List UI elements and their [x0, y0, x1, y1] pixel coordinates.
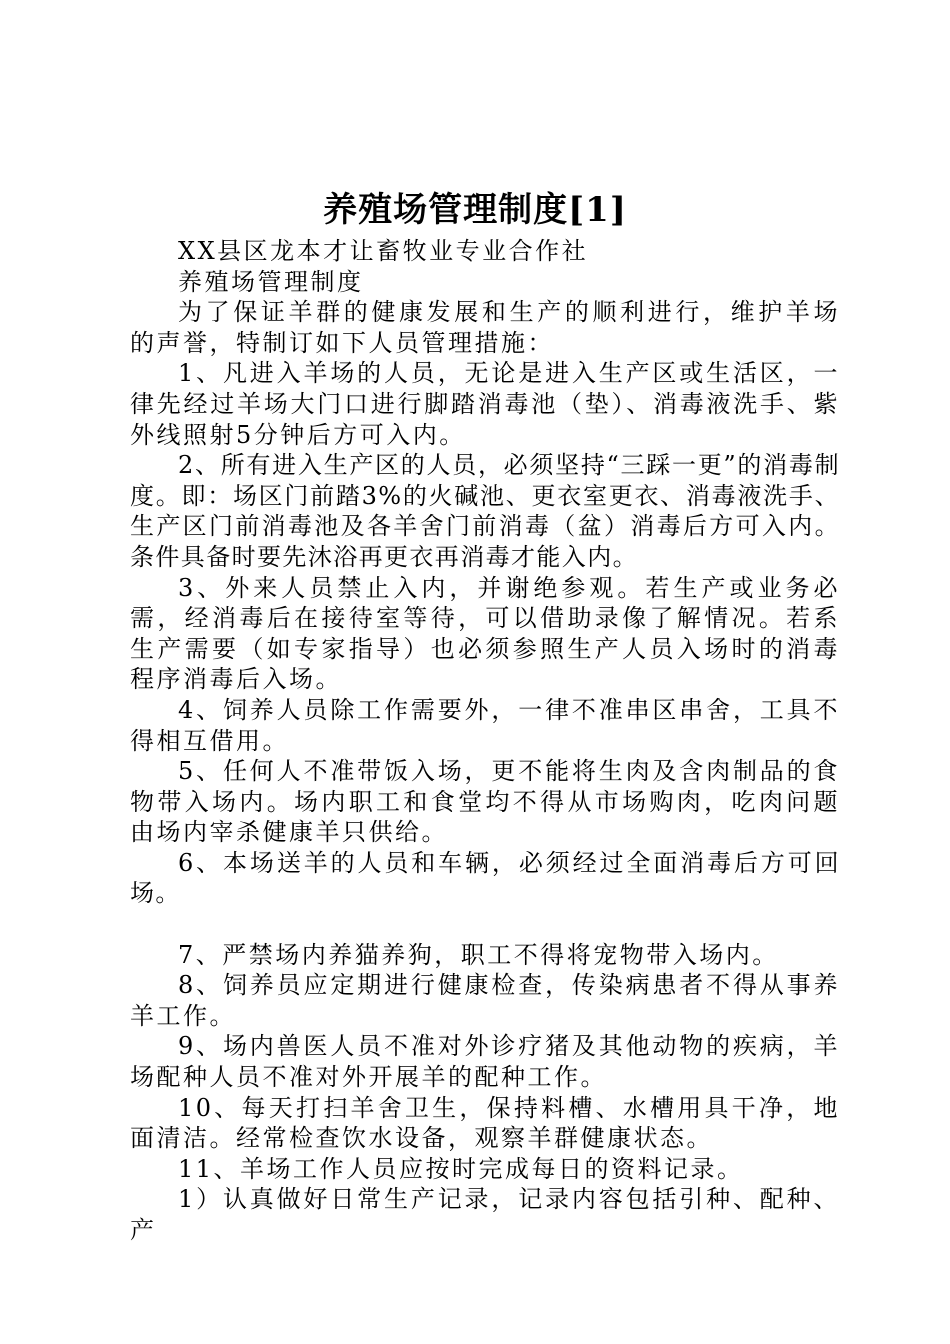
sub-rule-paragraph: 1）认真做好日常生产记录，记录内容包括引种、配种、产 [130, 1185, 840, 1244]
document-body [130, 236, 840, 1246]
rule-paragraph: 6、本场送羊的人员和车辆，必须经过全面消毒后方可回场。 [130, 848, 840, 908]
document-title: 养殖场管理制度[1] [323, 190, 627, 230]
document-subtitle: 养殖场管理制度 [178, 267, 364, 296]
intro-paragraph: 为了保证羊群的健康发展和生产的顺利进行，维护羊场的声誉，特制订如下人员管理措施： [130, 298, 840, 357]
rule-paragraph: 4、饲养人员除工作需要外，一律不准串区串舍，工具不得相互借用。 [130, 695, 840, 755]
blank-line [130, 909, 840, 940]
rule-paragraph: 2、所有进入生产区的人员，必须坚持“三踩一更”的消毒制度。即：场区门前踏3%的火碱池、更衣室更衣、消毒液洗手、生产区门前消毒池及各羊舍门前消毒（盆）消毒后方可入内。条件具备时要先沐浴再更衣再消毒才能入内。 [130, 451, 840, 571]
rule-paragraph: 7、严禁场内养猫养狗，职工不得将宠物带入场内。 [178, 940, 779, 969]
rule-paragraph: 10、每天打扫羊舍卫生，保持料槽、水槽用具干净，地面清洁。经常检查饮水设备，观察羊群健康状态。 [130, 1093, 840, 1153]
rule-paragraph: 11、羊场工作人员应按时完成每日的资料记录。 [178, 1154, 744, 1183]
rule-paragraph: 8、饲养员应定期进行健康检查，传染病患者不得从事养羊工作。 [130, 971, 840, 1030]
rule-paragraph: 9、场内兽医人员不准对外诊疗猪及其他动物的疾病，羊场配种人员不准对外开展羊的配种工作。 [130, 1032, 840, 1092]
organization-name: XX县区龙本才让畜牧业专业合作社 [178, 237, 589, 265]
rule-paragraph: 3、外来人员禁止入内，并谢绝参观。若生产或业务必需，经消毒后在接待室等待，可以借助录像了解情况。若系生产需要（如专家指导）也必须参照生产人员入场时的消毒程序消毒后入场。 [130, 573, 840, 694]
rule-paragraph: 5、任何人不准带饭入场，更不能将生肉及含肉制品的食物带入场内。场内职工和食堂均不得从市场购肉，吃肉问题由场内宰杀健康羊只供给。 [130, 757, 840, 847]
rule-paragraph: 1、凡进入羊场的人员，无论是进入生产区或生活区，一律先经过羊场大门口进行脚踏消毒池（垫）、消毒液洗手、紫外线照射5分钟后方可入内。 [130, 359, 840, 449]
